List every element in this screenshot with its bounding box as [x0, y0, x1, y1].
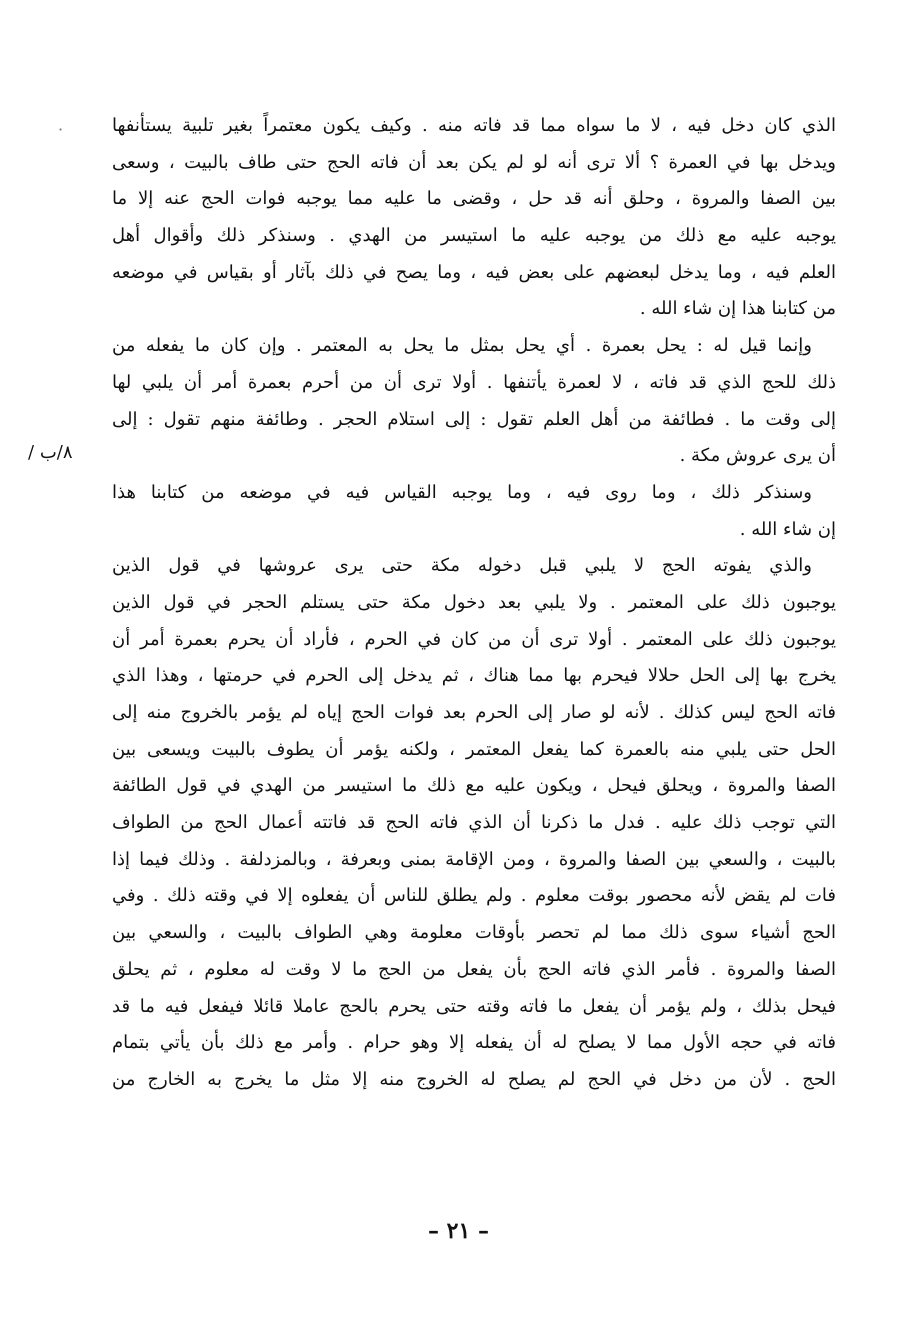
text-line: بالبيت ، والسعي بين الصفا والمروة ، ومن الإقامة بمنى وبعرفة ، وبالمزدلفة . وذلك فيما إذا: [112, 848, 836, 870]
text-line: وسنذكر ذلك ، وما روى فيه ، وما يوجبه القياس فيه في موضعه من كتابنا هذا: [112, 481, 812, 503]
margin-folio-label: ٨/ب: [39, 442, 73, 463]
text-line: والذي يفوته الحج لا يلبي قبل دخوله مكة حتى يرى عروشها في قول الذين: [112, 555, 812, 577]
text-line: فاته الحج ليس كذلك . لأنه لو صار إلى الحرم بعد فوات الحج إياه لم يؤمر بالخروج منه إلى: [112, 702, 836, 723]
text-line: فات لم يقض لأنه محصور بوقت معلوم . ولم يطلق للناس أن يفعلوه إلا في وقته ذلك . وفي: [112, 885, 836, 907]
text-line: الحج أشياء سوى ذلك مما لم تحصر بأوقات معلومة وهي الطواف بالبيت ، والسعي بين: [112, 922, 836, 944]
text-line: ويدخل بها في العمرة ؟ ألا ترى أنه لو لم يكن بعد أن فاته الحج حتى طاف بالبيت ، وسعى: [112, 151, 836, 173]
text-line: الصفا والمروة . فأمر الذي فاته الحج بأن يفعل من الحج ما لا وقت له معلوم ، ثم يحلق: [112, 958, 836, 980]
text-line: فيحل بذلك ، ولم يؤمر أن يفعل ما فاته وقته حتى يحرم بالحج عاملا قائلا فيفعل فيه ما قد: [112, 995, 836, 1017]
text-line: الحج . لأن من دخل في الحج لم يصلح له الخروج منه إلا مثل ما يخرج به الخارج من: [112, 1068, 836, 1090]
margin-folio-note: [28, 442, 73, 463]
text-line: الحل حتى يلبي منه بالعمرة كما يفعل المعتمر ، ولكنه يؤمر أن يطوف بالبيت ويسعى بين: [112, 738, 836, 760]
text-line: أن يرى عروش مكة .: [679, 445, 836, 467]
text-line: إن شاء الله .: [739, 518, 836, 540]
text-line: ذلك للحج الذي قد فاته ، لا لعمرة يأتنفها . أولا ترى أن من أحرم بعمرة أمر أن يلبي لها: [112, 371, 836, 393]
text-line: يخرج بها إلى الحل حلالا فيحرم بها مما هناك ، ثم يدخل إلى الحرم في حرمتها ، وهذا الذي: [112, 665, 836, 687]
text-line: يوجبون ذلك على المعتمر . ولا يلبي بعد دخول مكة حتى يستلم الحجر في قول الذين: [112, 591, 836, 613]
text-line: من كتابنا هذا إن شاء الله .: [639, 298, 836, 320]
margin-folio-marker: /: [28, 442, 35, 463]
margin-tick-mark: ·: [58, 120, 64, 139]
page-number: – ٢١ –: [428, 1218, 489, 1244]
text-line: العلم فيه ، وما يدخل لبعضهم على بعض فيه ، وما يصح في ذلك بآثار أو بقياس في موضعه: [112, 261, 836, 283]
text-line: الذي كان دخل فيه ، لا ما سواه مما قد فاته منه . وكيف يكون معتمراً بغير تلبية يستأنفها: [112, 115, 836, 136]
text-line: فاته في حجه الأول مما لا يصلح له أن يفعله إلا وهو حرام . وأمر مع ذلك بأن يأتي بتمام: [112, 1032, 836, 1054]
text-line: يوجبه عليه مع ذلك من يوجبه عليه ما استيسر من الهدي . وسنذكر ذلك وأقوال أهل: [112, 225, 836, 247]
body-text: [112, 108, 836, 1099]
text-line: يوجبون ذلك على المعتمر . أولا ترى أن من كان في الحرم ، فأراد أن يحرم بعمرة أمر أن: [112, 628, 836, 650]
text-line: وإنما قيل له : يحل بعمرة . أي يحل بمثل ما يحل به المعتمر . وإن كان ما يفعله من: [112, 335, 812, 357]
text-line: الصفا والمروة ، ويحلق فيحل ، ويكون عليه مع ذلك ما استيسر من الهدي في قول الطائفة: [112, 775, 836, 797]
text-line: بين الصفا والمروة ، وحلق أنه قد حل ، وقضى ما عليه مما يوجبه فوات الحج عنه إلا ما: [112, 188, 836, 210]
text-line: التي توجب ذلك عليه . فدل ما ذكرنا أن الذي فاته الحج قد فاتته أعمال الحج من الطواف: [112, 812, 836, 834]
text-line: إلى وقت ما . فطائفة من أهل العلم تقول : إلى استلام الحجر . وطائفة منهم تقول : إلى: [112, 408, 836, 430]
